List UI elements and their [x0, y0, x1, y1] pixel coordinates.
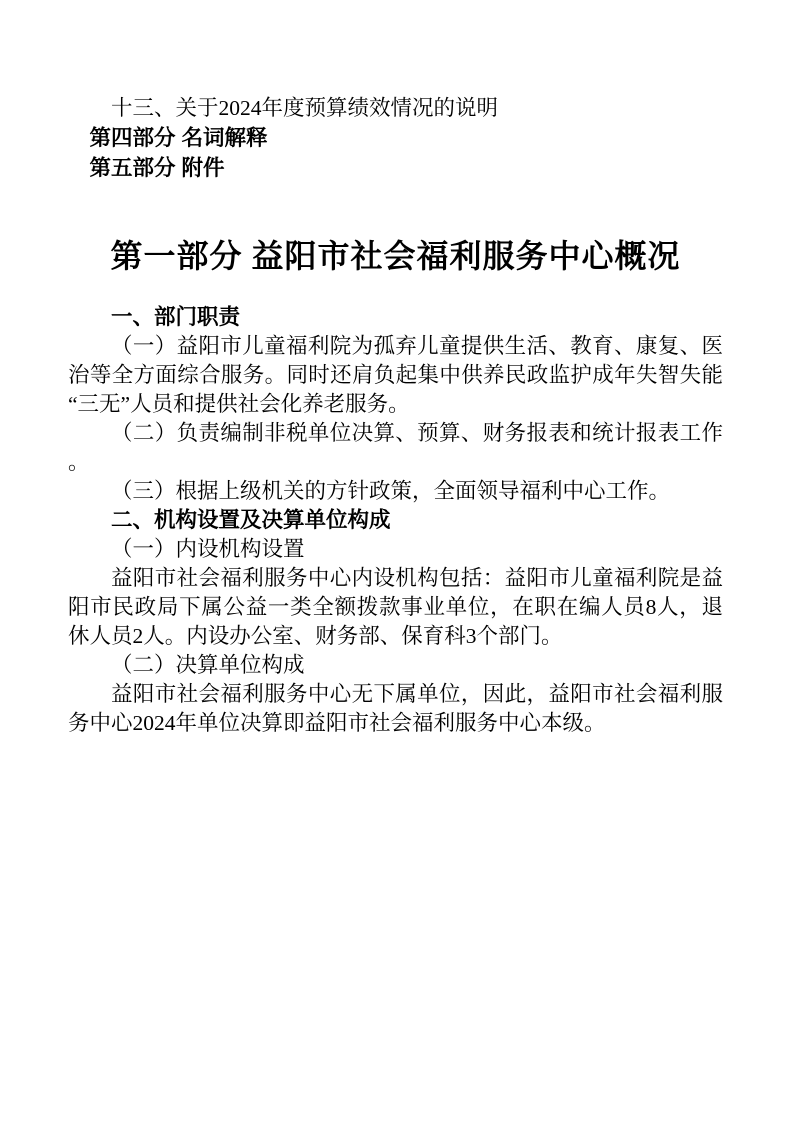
- body-text-line: 务中心2024年单位决算即益阳市社会福利服务中心本级。: [68, 711, 606, 735]
- body-text-line: （二）决算单位构成: [111, 653, 305, 677]
- body-text-line: （一）内设机构设置: [111, 537, 305, 561]
- body-text-line: 益阳市社会福利服务中心内设机构包括：益阳市儿童福利院是益: [111, 566, 723, 590]
- body-text-line: （三）根据上级机关的方针政策，全面领导福利中心工作。: [111, 479, 671, 503]
- body-text-line: “三无”人员和提供社会化养老服务。: [68, 392, 410, 416]
- body-text-line: 益阳市社会福利服务中心无下属单位，因此，益阳市社会福利服: [111, 682, 723, 706]
- document-body: [68, 303, 723, 738]
- section-heading: 二、机构设置及决算单位构成: [111, 508, 391, 532]
- toc-block: [68, 93, 723, 183]
- section-heading: 一、部门职责: [111, 305, 241, 329]
- toc-line: 十三、关于2024年度预算绩效情况的说明: [111, 96, 499, 120]
- body-text-line: 。: [68, 450, 90, 474]
- body-text-line: 休人员2人。内设办公室、财务部、保育科3个部门。: [68, 624, 563, 648]
- body-text-line: 治等全方面综合服务。同时还肩负起集中供养民政监护成年失智失能: [68, 363, 723, 387]
- document-title: 第一部分 益阳市社会福利服务中心概况: [110, 238, 681, 274]
- body-text-line: 阳市民政局下属公益一类全额拨款事业单位，在职在编人员8人，退: [68, 595, 723, 619]
- toc-line: 第五部分 附件: [89, 156, 225, 180]
- body-text-line: （一）益阳市儿童福利院为孤弃儿童提供生活、教育、康复、医: [111, 334, 723, 358]
- toc-line: 第四部分 名词解释: [89, 126, 268, 150]
- body-text-line: （二）负责编制非税单位决算、预算、财务报表和统计报表工作: [111, 421, 723, 445]
